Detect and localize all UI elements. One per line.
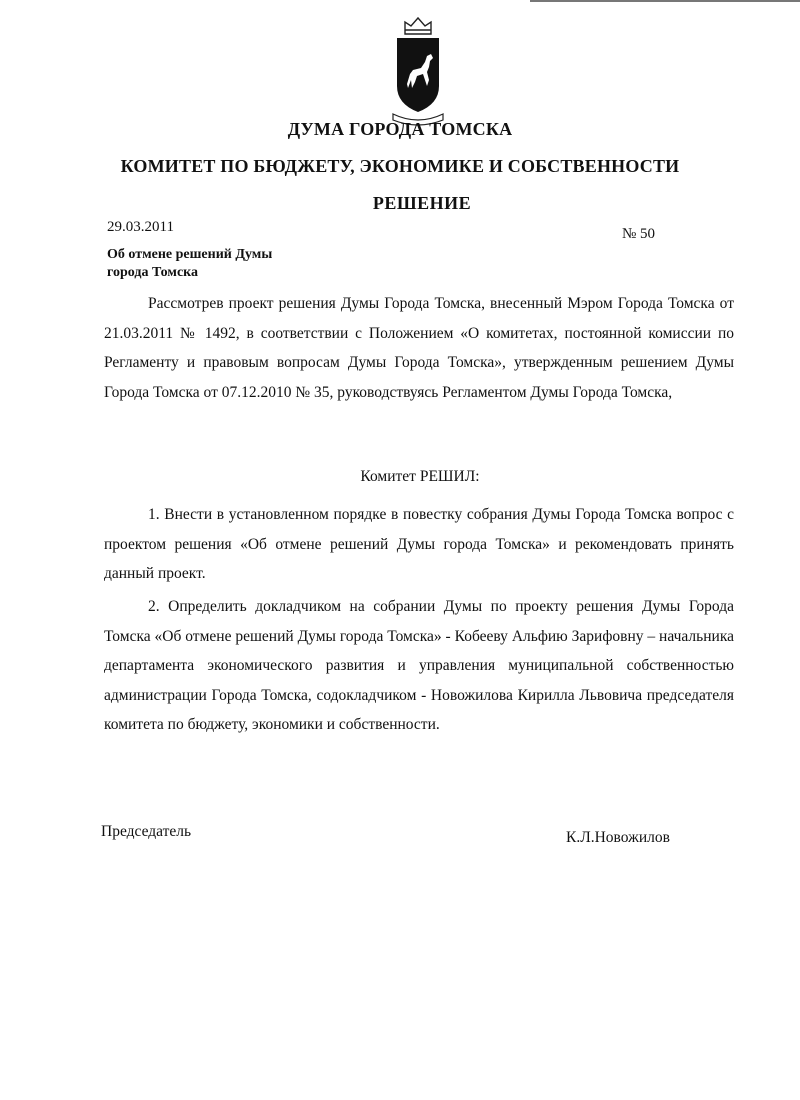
resolution-item-1: 1. Внести в установленном порядке в повестку собрания Думы Города Томска вопрос с проектом решения «Об отмене решений Думы города Томска» и рекомендовать принять данный проект. <box>104 506 734 582</box>
tomsk-coat-of-arms-horse-icon <box>383 14 453 126</box>
document-subject <box>107 246 367 282</box>
resolved-heading: Комитет РЕШИЛ: <box>360 468 480 485</box>
duma-title: ДУМА ГОРОДА ТОМСКА <box>287 119 513 139</box>
signature-role: Председатель <box>101 823 192 840</box>
subject-line-1: Об отмене решений Думы <box>107 247 273 262</box>
scan-top-edge <box>530 0 800 2</box>
resolution-item-2: 2. Определить докладчиком на собрании Думы по проекту решения Думы Города Томска «Об отмене решений Думы города Томска» - Кобееву Альфию Зарифовну – начальника департамента экономического развития и управления муниципальной собственностью администрации Города Томска, содокладчиком - Новожилова Кирилла Львовича председателя комитета по бюджету, экономики и собственности. <box>104 598 734 733</box>
preamble-paragraph: Рассмотрев проект решения Думы Города Томска, внесенный Мэром Города Томска от 21.03.2011 № 1492, в соответствии с Положением «О комитетах, постоянной комиссии по Регламенту и правовым вопросам Думы Города Томска», утвержденным решением Думы Города Томска от 07.12.2010 № 35, руководствуясь Регламентом Думы Города Томска, <box>104 295 734 401</box>
document-type: РЕШЕНИЕ <box>372 193 472 213</box>
signature-name: К.Л.Новожилов <box>566 829 670 846</box>
subject-line-2: города Томска <box>107 265 199 280</box>
committee-title: КОМИТЕТ ПО БЮДЖЕТУ, ЭКОНОМИКЕ И СОБСТВЕННОСТИ <box>120 156 680 176</box>
document-date: 29.03.2011 <box>107 219 174 235</box>
document-number: № 50 <box>622 226 656 242</box>
